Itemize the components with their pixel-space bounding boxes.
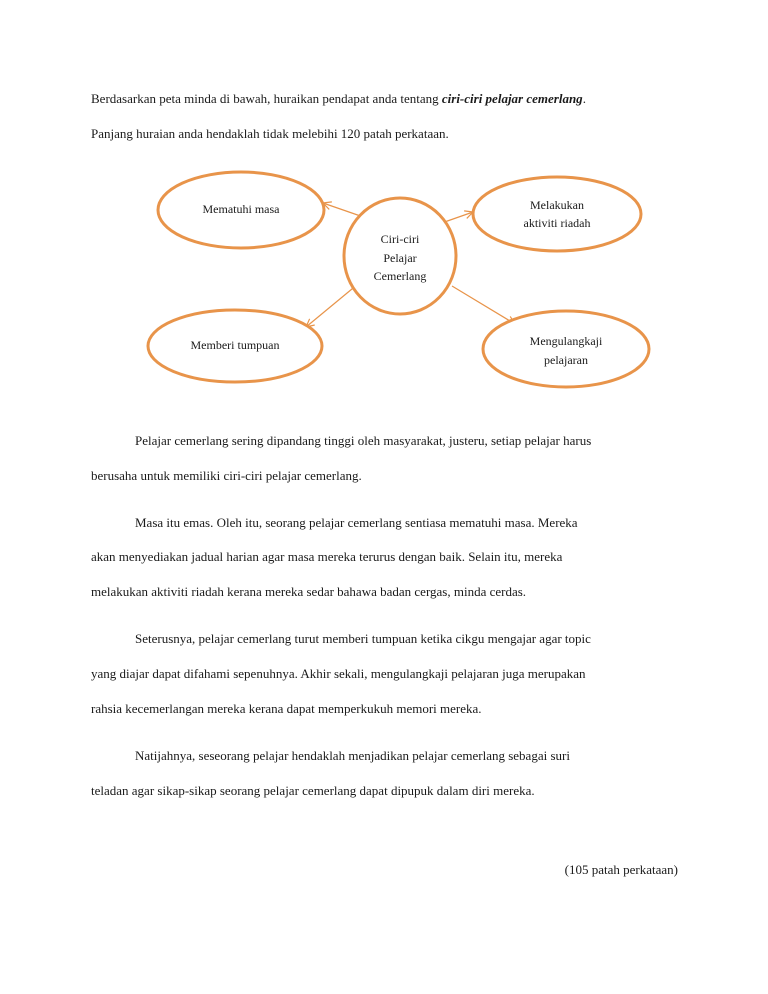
word-count: (105 patah perkataan) bbox=[564, 862, 678, 877]
essay-p3-line-1: Seterusnya, pelajar cemerlang turut memberi tumpuan ketika cikgu mengajar agar topic bbox=[135, 631, 591, 646]
instruction-line-2: Panjang huraian anda hendaklah tidak melebihi 120 patah perkataan. bbox=[91, 126, 449, 141]
node-top-right bbox=[473, 177, 641, 251]
arrow-to-memberi-tumpuan bbox=[306, 284, 358, 327]
node-top-right-label-1: Melakukan bbox=[530, 198, 584, 212]
instruction-topic: ciri-ciri pelajar cemerlang bbox=[441, 91, 583, 106]
essay-p3-line-2: yang diajar dapat difahami sepenuhnya. Akhir sekali, mengulangkaji pelajaran juga merupakan bbox=[91, 666, 586, 681]
instruction-period: . bbox=[582, 91, 586, 106]
node-top-right-label-2: aktiviti riadah bbox=[523, 216, 591, 230]
essay-p4-line-2: teladan agar sikap-sikap seorang pelajar cemerlang dapat dipupuk dalam diri mereka. bbox=[91, 783, 535, 798]
node-top-left-label: Mematuhi masa bbox=[202, 202, 280, 216]
instruction-text: Berdasarkan peta minda di bawah, huraikan pendapat anda tentang bbox=[91, 91, 442, 106]
node-bottom-right-label-1: Mengulangkaji bbox=[529, 334, 603, 348]
node-bottom-left-label: Memberi tumpuan bbox=[190, 338, 280, 352]
essay-p1-line-1: Pelajar cemerlang sering dipandang tinggi oleh masyarakat, justeru, setiap pelajar harus bbox=[135, 433, 592, 448]
essay-p3-line-3: rahsia kecemerlangan mereka kerana dapat memperkukuh memori mereka. bbox=[91, 701, 482, 716]
arrow-to-mengulangkaji bbox=[452, 286, 515, 324]
essay-p2-line-3: melakukan aktiviti riadah kerana mereka sedar bahawa badan cergas, minda cerdas. bbox=[91, 584, 527, 599]
essay-p1-line-2: berusaha untuk memiliki ciri-ciri pelajar cemerlang. bbox=[91, 468, 362, 483]
node-center-label-2: Pelajar bbox=[383, 251, 417, 265]
essay-p2-line-2: akan menyediakan jadual harian agar masa mereka terurus dengan baik. Selain itu, mereka bbox=[91, 549, 563, 564]
node-center-label-1: Ciri-ciri bbox=[380, 232, 420, 246]
essay-p4-line-1: Natijahnya, seseorang pelajar hendaklah menjadikan pelajar cemerlang sebagai suri bbox=[135, 748, 570, 763]
node-center-label-3: Cemerlang bbox=[373, 269, 427, 283]
node-bottom-right bbox=[483, 311, 649, 387]
essay-p2-line-1: Masa itu emas. Oleh itu, seorang pelajar cemerlang sentiasa mematuhi masa. Mereka bbox=[135, 515, 578, 530]
node-bottom-right-label-2: pelajaran bbox=[544, 353, 588, 367]
